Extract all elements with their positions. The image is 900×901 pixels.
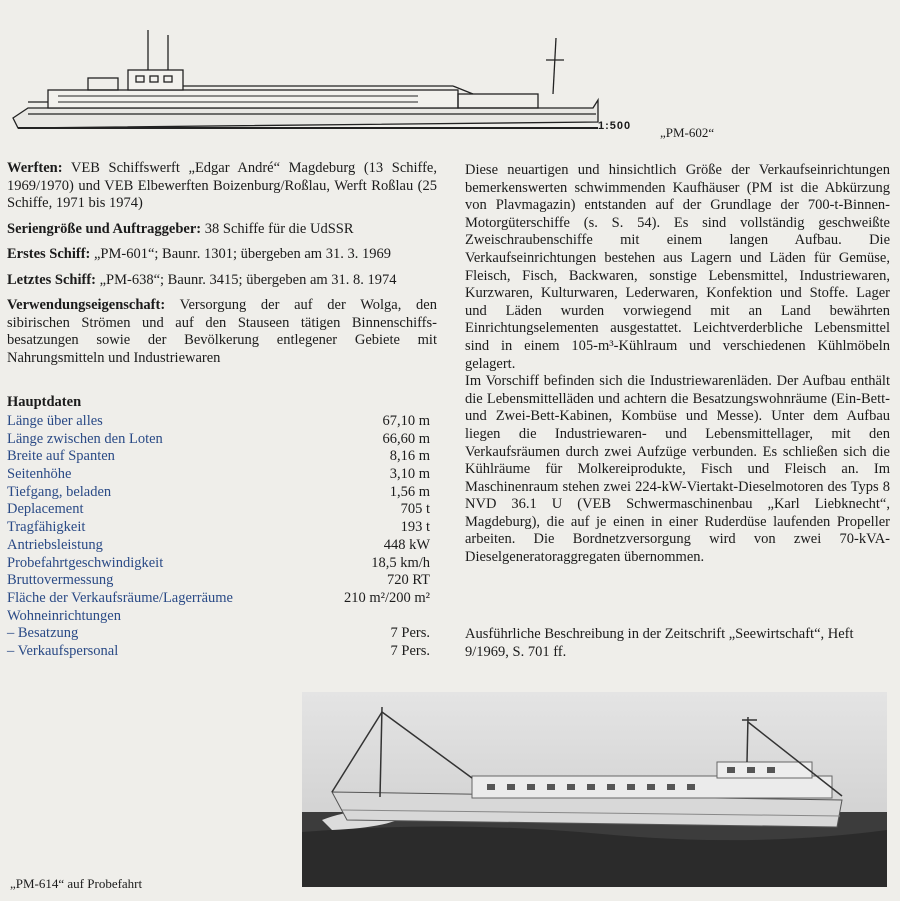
- spec-value: 3,10 m: [389, 466, 430, 483]
- spec-label: Breite auf Spanten: [7, 448, 115, 465]
- spec-label: Seitenhöhe: [7, 466, 72, 483]
- ship-profile-drawing: [8, 30, 608, 140]
- spec-value: 7 Pers.: [390, 625, 430, 642]
- werften-paragraph: [7, 160, 437, 213]
- verwendung-paragraph: [7, 297, 437, 367]
- spec-label: – Verkaufspersonal: [7, 642, 119, 659]
- spec-value: 210 m²/200 m²: [343, 589, 430, 606]
- spec-row: [7, 519, 432, 537]
- letztes-label: Letztes Schiff:: [7, 271, 96, 288]
- spec-value: 448 kW: [383, 536, 430, 553]
- spec-row: [7, 413, 432, 431]
- ship-info-left: [7, 160, 437, 375]
- spec-row: [7, 466, 432, 484]
- letztes-paragraph: [7, 272, 437, 290]
- photo-caption: „PM-614“ auf Probefahrt: [10, 876, 143, 891]
- spec-value: 66,60 m: [382, 430, 430, 447]
- spec-row: [7, 501, 432, 519]
- spec-row: [7, 555, 432, 573]
- spec-row: [7, 537, 432, 555]
- verwendung-text: Versorgung der auf der Wolga, den sibirischen Strömen und auf den Stauseen tätigen Binnenschiffs-besatzungen sowie der Bevölkerung entlegener Gebiete mit Nahrungsmitteln und Industriewaren: [7, 297, 437, 366]
- drawing-caption: „PM-602“: [660, 125, 715, 140]
- erstes-label: Erstes Schiff:: [7, 246, 91, 262]
- serie-paragraph: [7, 221, 437, 239]
- description-paragraph-1: Diese neuartigen und hinsichtlich Größe der Verkaufseinrichtungen bemerkenswerten schwimmenden Kaufhäuser (PM ist die Abkürzung von Plavmagazin) entstanden auf der Grundlage der 700-t-Binnen-Motorgüterschiffe (s. S. 54). Es sind vollständig geschweißte Zweischraubenschiffe mit einem langen Aufbau. Die Verkaufseinrichtungen bestehen aus Lagern und Läden für Gemüse, Fleisch, Fisch, Backwaren, sonstige Lebensmittel, Industriewaren, Kurzwaren, Kulturwaren, Lederwaren, Konfektion und Stoffe. Lager und Läden wurden vorwiegend mit an Land bewährten Einrichtungselementen ausgestattet. Leichtverderbliche Lebensmittel sind in einem 105-m³-Kühlraum und verschiedenen Kühlmöbeln gelagert.: [465, 162, 890, 372]
- spec-value: 720 RT: [386, 572, 430, 589]
- spec-row: [7, 431, 432, 449]
- spec-row: [7, 448, 432, 466]
- verwendung-label: Verwendungseigenschaft:: [7, 297, 166, 313]
- spec-row: [7, 590, 432, 608]
- description-column: [465, 162, 890, 567]
- spec-value: 1,56 m: [389, 483, 430, 500]
- ship-photo: [302, 692, 887, 887]
- reference-note: Ausführliche Beschreibung in der Zeitschrift „Seewirtschaft“, Heft 9/1969, S. 701 ff.: [465, 626, 854, 660]
- spec-row: [7, 625, 432, 643]
- spec-label: Tiefgang, beladen: [7, 483, 112, 500]
- spec-value: [430, 608, 432, 626]
- spec-label: Länge über alles: [7, 413, 103, 429]
- serie-label: Seriengröße und Auftraggeber:: [7, 220, 202, 237]
- spec-label: Probefahrtgeschwindigkeit: [7, 554, 164, 571]
- werften-text: VEB Schiffswerft „Edgar André“ Magdeburg (13 Schiffe, 1969/1970) und VEB Elbewerften Boizenburg/Roßlau, Werft Roßlau (25 Schiffe, 1971 bis 1974): [7, 160, 437, 211]
- spec-label: Tragfähigkeit: [7, 519, 86, 536]
- hauptdaten-table: [7, 394, 432, 661]
- spec-label: Deplacement: [7, 501, 84, 518]
- spec-row: [7, 484, 432, 502]
- spec-value: 193 t: [400, 519, 430, 536]
- spec-row: [7, 608, 432, 626]
- spec-label: – Besatzung: [7, 625, 79, 642]
- spec-value: 7 Pers.: [390, 642, 430, 659]
- erstes-paragraph: [7, 246, 437, 264]
- erstes-text: „PM-601“; Baunr. 1301; übergeben am 31. 3. 1969: [90, 246, 391, 262]
- spec-value: 18,5 km/h: [371, 554, 430, 571]
- spec-value: 67,10 m: [382, 413, 430, 429]
- drawing-scale: 1:500: [598, 120, 632, 132]
- spec-label: Bruttovermessung: [7, 572, 114, 589]
- spec-label: Fläche der Verkaufsräume/Lagerräume: [7, 589, 233, 606]
- serie-text: 38 Schiffe für die UdSSR: [201, 220, 354, 237]
- spec-label: Wohneinrichtungen: [7, 607, 121, 624]
- spec-label: Antriebsleistung: [7, 536, 103, 553]
- description-paragraph-2: Im Vorschiff befinden sich die Industriewarenläden. Der Aufbau enthält die Lebensmittelläden und achtern die Besatzungswohnräume (Ein-Bett- und Zwei-Bett-Kabinen, Kombüse und Messe). Unter dem Aufbau liegen die Industriewaren- und Lebensmittellager, mit den Verkaufsräumen durch zwei Aufzüge verbunden. Es schließen sich die Kühlräume für Molkereiprodukte, Fisch und Fleisch an. Im Maschinenraum stehen zwei 224-kW-Viertakt-Dieselmotoren des Typs 8 NVD 36.1 U (VEB Schwermaschinenbau „Karl Liebknecht“, Magdeburg), die auf je einen in einer Ruderdüse laufenden Propeller arbeiten. Die Bordnetzversorgung wird von zwei 70-kVA-Dieselgeneratoraggregaten übernommen.: [465, 373, 890, 566]
- werften-label: Werften:: [7, 160, 63, 176]
- letztes-text: „PM-638“; Baunr. 3415; übergeben am 31. 8. 1974: [95, 271, 397, 288]
- spec-row: [7, 643, 432, 661]
- spec-value: 8,16 m: [389, 448, 430, 465]
- spec-row: [7, 572, 432, 590]
- hauptdaten-title: Hauptdaten: [7, 394, 82, 410]
- spec-value: 705 t: [400, 501, 430, 518]
- spec-label: Länge zwischen den Loten: [7, 430, 163, 447]
- spec-rows: [7, 413, 432, 661]
